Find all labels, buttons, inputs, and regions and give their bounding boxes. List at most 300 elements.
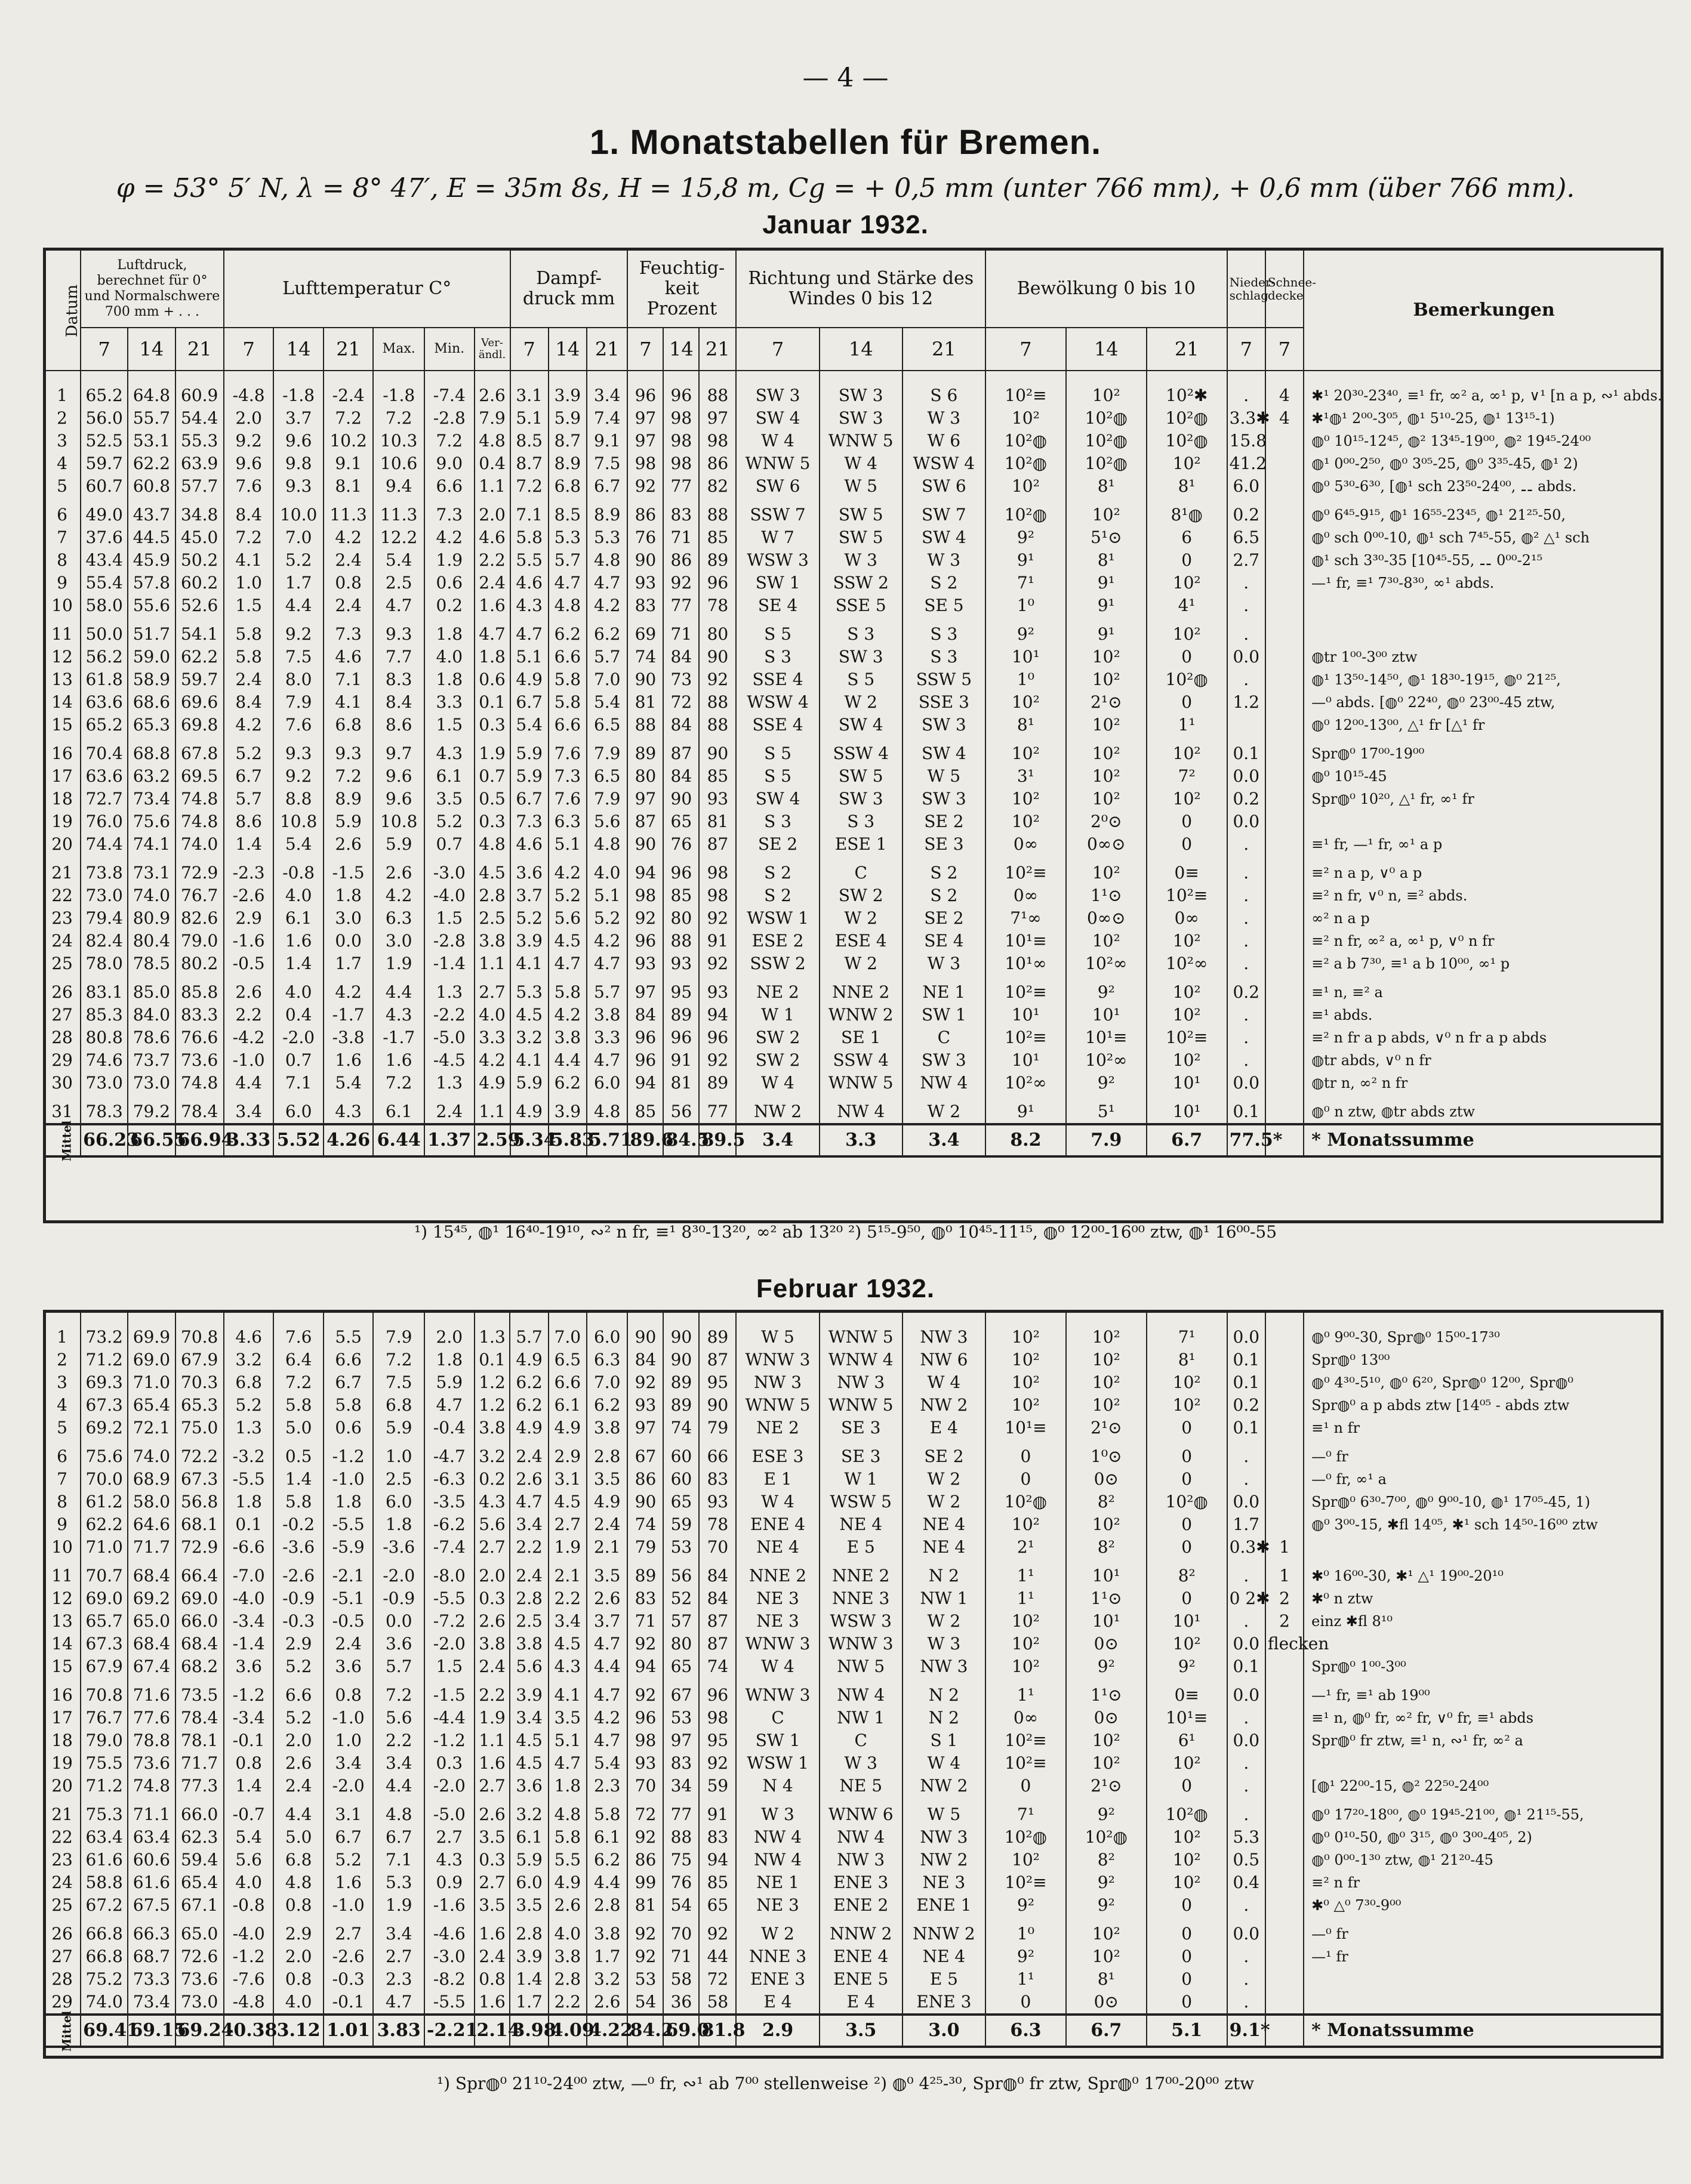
cell-dampf-21: 5.8 — [587, 1803, 628, 1826]
cell-temp-max: 3.4 — [373, 1923, 424, 1945]
cell-temp-7: -3.4 — [224, 1707, 274, 1729]
cell-wind-21: SSE 3 — [903, 691, 985, 714]
cell-dampf-7: 3.6 — [510, 862, 549, 884]
cell-dampf-7: 3.2 — [510, 1026, 549, 1049]
cell-temp-7: -1.0 — [224, 1049, 274, 1072]
cell-temp-max: -2.0 — [373, 1565, 424, 1587]
cell-temp-veraendl: 2.4 — [475, 572, 510, 594]
cell-bemerkung: —⁰ abds. [◍⁰ 22⁴⁰, ◍⁰ 23⁰⁰-45 ztw, — [1304, 691, 1664, 714]
cell-luftdruck-21: 65.4 — [175, 1871, 224, 1894]
mean-temp-14: 3.12 — [273, 2015, 324, 2047]
cell-bewoelk-7: 10²≡ — [985, 1026, 1066, 1049]
cell-temp-min: 1.9 — [424, 549, 475, 572]
cell-schneedecke — [1265, 810, 1304, 833]
cell-luftdruck-21: 74.8 — [175, 1072, 224, 1094]
cell-datum: 19 — [44, 1752, 81, 1775]
cell-bewoelk-14: 10² — [1066, 714, 1147, 736]
cell-bemerkung — [1304, 1991, 1664, 2015]
cell-temp-max: 7.2 — [373, 1684, 424, 1707]
cell-luftdruck-14: 64.8 — [128, 384, 175, 407]
cell-temp-7: 8.6 — [224, 810, 274, 833]
cell-feucht-14: 36 — [663, 1991, 699, 2015]
cell-temp-14: 8.8 — [273, 788, 324, 810]
cell-datum: 27 — [44, 1945, 81, 1968]
cell-schneedecke — [1265, 1923, 1304, 1945]
cell-luftdruck-7: 67.3 — [81, 1633, 128, 1655]
cell-bewoelk-7: 0∞ — [985, 833, 1066, 856]
cell-bewoelk-7: 10² — [985, 475, 1066, 498]
cell-temp-veraendl: 0.8 — [475, 1968, 510, 1991]
table-row — [44, 1394, 1664, 1417]
hdr-21: 21 — [1147, 328, 1227, 371]
cell-luftdruck-21: 59.4 — [175, 1849, 224, 1871]
cell-temp-max: 5.9 — [373, 833, 424, 856]
cell-feucht-14: 34 — [663, 1775, 699, 1797]
cell-feucht-7: 92 — [627, 1826, 663, 1849]
cell-luftdruck-21: 78.4 — [175, 1100, 224, 1124]
cell-bewoelk-21: 10² — [1147, 572, 1227, 594]
cell-schneedecke — [1265, 1326, 1304, 1349]
cell-temp-min: 0.7 — [424, 833, 475, 856]
cell-wind-7: E 1 — [736, 1468, 819, 1491]
cell-wind-21: NE 1 — [903, 981, 985, 1004]
cell-bewoelk-7: 3¹ — [985, 765, 1066, 788]
cell-niederschlag — [1227, 714, 1265, 736]
cell-dampf-7: 4.9 — [510, 1349, 548, 1371]
cell-bewoelk-7: 10² — [985, 742, 1066, 765]
cell-schneedecke — [1265, 475, 1304, 498]
cell-dampf-21: 8.9 — [587, 504, 628, 526]
cell-bewoelk-14: 10² — [1066, 862, 1147, 884]
cell-wind-7: W 7 — [736, 526, 819, 549]
cell-wind-7: SE 4 — [736, 594, 819, 617]
cell-temp-14: -2.6 — [273, 1565, 324, 1587]
cell-luftdruck-14: 58.0 — [128, 1491, 175, 1513]
cell-temp-14: -1.8 — [273, 384, 324, 407]
cell-temp-21: 11.3 — [324, 504, 374, 526]
cell-temp-veraendl: 0.5 — [475, 788, 510, 810]
cell-bewoelk-21: 4¹ — [1147, 594, 1227, 617]
cell-temp-14: 9.3 — [273, 742, 324, 765]
cell-feucht-7: 93 — [627, 1394, 663, 1417]
cell-temp-21: -2.0 — [324, 1775, 374, 1797]
cell-temp-max: 1.9 — [373, 1894, 424, 1917]
cell-dampf-7: 5.7 — [510, 1326, 548, 1349]
cell-dampf-14: 7.3 — [549, 765, 587, 788]
cell-bemerkung: ◍⁰ 17²⁰-18⁰⁰, ◍⁰ 19⁴⁵-21⁰⁰, ◍¹ 21¹⁵-55, — [1304, 1803, 1664, 1826]
mean-feucht-14: 84.5 — [663, 1124, 699, 1156]
cell-feucht-21: 88 — [699, 384, 736, 407]
cell-dampf-21: 3.2 — [587, 1968, 628, 1991]
cell-wind-7: SW 6 — [736, 475, 819, 498]
cell-wind-21: S 2 — [903, 572, 985, 594]
cell-dampf-7: 5.1 — [510, 407, 549, 430]
cell-temp-min: 1.8 — [424, 668, 475, 691]
mean-dampf-14: 4.09 — [549, 2015, 587, 2047]
cell-wind-14: W 3 — [820, 549, 903, 572]
cell-luftdruck-14: 73.1 — [128, 862, 175, 884]
table-row — [44, 1565, 1664, 1587]
cell-bewoelk-14: 9¹ — [1066, 623, 1147, 646]
cell-luftdruck-7: 61.2 — [81, 1491, 128, 1513]
januar-body — [44, 371, 1664, 1162]
cell-wind-21: W 3 — [903, 1633, 985, 1655]
cell-feucht-14: 96 — [663, 862, 699, 884]
cell-temp-21: 9.1 — [324, 452, 374, 475]
cell-temp-14: 5.4 — [273, 833, 324, 856]
table-row — [44, 1894, 1664, 1917]
cell-temp-14: 1.4 — [273, 1468, 324, 1491]
cell-wind-7: WSW 3 — [736, 549, 819, 572]
cell-temp-min: 5.2 — [424, 810, 475, 833]
cell-dampf-21: 5.6 — [587, 810, 628, 833]
cell-schneedecke — [1265, 1445, 1304, 1468]
cell-dampf-21: 4.0 — [587, 862, 628, 884]
cell-wind-21: S 3 — [903, 646, 985, 668]
cell-temp-7: 1.3 — [224, 1417, 274, 1439]
cell-temp-min: -7.2 — [424, 1610, 475, 1633]
cell-bewoelk-7: 10²∞ — [985, 1072, 1066, 1094]
cell-bewoelk-14: 10² — [1066, 1752, 1147, 1775]
cell-wind-7: S 3 — [736, 810, 819, 833]
cell-dampf-21: 2.3 — [587, 1775, 628, 1797]
cell-wind-21: E 4 — [903, 1417, 985, 1439]
cell-feucht-21: 78 — [699, 1513, 736, 1536]
cell-wind-14: W 1 — [820, 1468, 903, 1491]
table-row — [44, 1026, 1664, 1049]
cell-dampf-7: 5.9 — [510, 1072, 549, 1094]
cell-wind-21: SE 2 — [903, 1445, 985, 1468]
cell-temp-7: -4.0 — [224, 1923, 274, 1945]
hdr-7: 7 — [736, 328, 819, 371]
cell-wind-7: W 3 — [736, 1803, 819, 1826]
mean-luftdruck-14: 69.15 — [128, 2015, 175, 2047]
cell-temp-veraendl: 2.4 — [475, 1655, 510, 1678]
table-row — [44, 1752, 1664, 1775]
cell-temp-veraendl: 3.5 — [475, 1826, 510, 1849]
cell-niederschlag: 0.5 — [1227, 1849, 1265, 1871]
cell-dampf-7: 4.7 — [510, 623, 549, 646]
cell-feucht-14: 60 — [663, 1445, 699, 1468]
cell-temp-21: -1.0 — [324, 1894, 374, 1917]
cell-datum: 25 — [44, 1894, 81, 1917]
cell-dampf-7: 3.6 — [510, 1775, 548, 1797]
cell-dampf-21: 2.6 — [587, 1587, 628, 1610]
cell-dampf-14: 6.6 — [549, 646, 587, 668]
cell-dampf-7: 4.5 — [510, 1004, 549, 1026]
cell-feucht-14: 59 — [663, 1513, 699, 1536]
cell-luftdruck-7: 73.2 — [81, 1326, 128, 1349]
cell-dampf-21: 6.1 — [587, 1826, 628, 1849]
cell-feucht-7: 90 — [627, 549, 663, 572]
cell-dampf-21: 6.5 — [587, 714, 628, 736]
cell-luftdruck-21: 72.6 — [175, 1945, 224, 1968]
cell-bewoelk-7: 10¹≡ — [985, 930, 1066, 952]
cell-schneedecke: 4 — [1265, 384, 1304, 407]
table-row — [44, 952, 1664, 975]
cell-wind-14: NW 4 — [820, 1100, 903, 1124]
cell-feucht-21: 96 — [699, 572, 736, 594]
cell-feucht-14: 84 — [663, 646, 699, 668]
cell-luftdruck-21: 34.8 — [175, 504, 224, 526]
cell-niederschlag: 0.1 — [1227, 1655, 1265, 1678]
cell-schneedecke — [1265, 623, 1304, 646]
cell-schneedecke — [1265, 1655, 1304, 1678]
cell-temp-21: 1.8 — [324, 884, 374, 907]
cell-temp-max: 4.7 — [373, 594, 424, 617]
cell-bewoelk-21: 10² — [1147, 981, 1227, 1004]
cell-feucht-21: 94 — [699, 1004, 736, 1026]
cell-wind-14: SW 2 — [820, 884, 903, 907]
cell-luftdruck-14: 71.7 — [128, 1536, 175, 1559]
cell-temp-veraendl: 4.0 — [475, 1004, 510, 1026]
table-row — [44, 833, 1664, 856]
cell-wind-14: NW 3 — [820, 1371, 903, 1394]
cell-bemerkung: ◍⁰ sch 0⁰⁰-10, ◍¹ sch 7⁴⁵-55, ◍² △¹ sch — [1304, 526, 1664, 549]
cell-temp-14: 1.4 — [273, 952, 324, 975]
cell-dampf-21: 6.2 — [587, 1849, 628, 1871]
cell-bewoelk-14: 10² — [1066, 1923, 1147, 1945]
cell-dampf-14: 2.8 — [549, 1968, 587, 1991]
cell-temp-veraendl: 2.2 — [475, 549, 510, 572]
mean-luftdruck-21: 69.24 — [175, 2015, 224, 2047]
cell-feucht-21: 90 — [699, 742, 736, 765]
cell-bemerkung — [1304, 810, 1664, 833]
cell-datum: 18 — [44, 1729, 81, 1752]
cell-wind-21: W 5 — [903, 765, 985, 788]
cell-bemerkung: —¹ fr, ≡¹ ab 19⁰⁰ — [1304, 1684, 1664, 1707]
cell-temp-21: 3.6 — [324, 1655, 374, 1678]
cell-temp-max: 7.2 — [373, 1349, 424, 1371]
cell-feucht-14: 71 — [663, 623, 699, 646]
cell-dampf-14: 4.1 — [549, 1684, 587, 1707]
cell-wind-14: WNW 5 — [820, 1394, 903, 1417]
col-luftdruck: Luftdruck, berechnet für 0° und Normalschwere 700 mm + . . . — [81, 251, 224, 328]
month-title-februar: Februar 1932. — [756, 1274, 935, 1303]
cell-bemerkung — [1304, 623, 1664, 646]
cell-bewoelk-14: 8² — [1066, 1849, 1147, 1871]
cell-dampf-21: 5.4 — [587, 691, 628, 714]
cell-niederschlag: 0.1 — [1227, 1417, 1265, 1439]
cell-wind-21: E 5 — [903, 1968, 985, 1991]
cell-temp-14: 6.8 — [273, 1849, 324, 1871]
cell-datum: 29 — [44, 1991, 81, 2015]
cell-luftdruck-14: 67.4 — [128, 1655, 175, 1678]
cell-bemerkung: Spr◍⁰ 10²⁰, △¹ fr, ∞¹ fr — [1304, 788, 1664, 810]
cell-temp-21: -1.0 — [324, 1707, 374, 1729]
cell-dampf-7: 8.7 — [510, 452, 549, 475]
cell-datum: 6 — [44, 1445, 81, 1468]
cell-temp-max: 11.3 — [373, 504, 424, 526]
cell-wind-7: WNW 3 — [736, 1633, 819, 1655]
group-gap — [44, 736, 1664, 742]
cell-feucht-7: 74 — [627, 646, 663, 668]
cell-luftdruck-14: 78.6 — [128, 1026, 175, 1049]
cell-wind-21: NE 4 — [903, 1513, 985, 1536]
cell-feucht-7: 86 — [627, 504, 663, 526]
cell-temp-min: -3.0 — [424, 1945, 475, 1968]
cell-feucht-14: 93 — [663, 952, 699, 975]
cell-bewoelk-14: 9¹ — [1066, 594, 1147, 617]
cell-temp-min: 4.2 — [424, 526, 475, 549]
cell-feucht-21: 87 — [699, 1349, 736, 1371]
cell-wind-14: ESE 1 — [820, 833, 903, 856]
mean-niederschlag: 9.1* — [1227, 2015, 1265, 2047]
cell-bewoelk-7: 7¹ — [985, 572, 1066, 594]
cell-bewoelk-7: 10²≡ — [985, 862, 1066, 884]
cell-wind-21: N 2 — [903, 1707, 985, 1729]
cell-bemerkung — [1304, 1633, 1664, 1655]
cell-bewoelk-14: 5¹⊙ — [1066, 526, 1147, 549]
cell-temp-14: 7.9 — [273, 691, 324, 714]
cell-bewoelk-21: 10² — [1147, 1004, 1227, 1026]
cell-temp-veraendl: 0.6 — [475, 668, 510, 691]
cell-niederschlag: 0.0 — [1227, 1923, 1265, 1945]
cell-temp-14: 6.1 — [273, 907, 324, 930]
cell-luftdruck-7: 79.4 — [81, 907, 128, 930]
cell-temp-7: 5.2 — [224, 742, 274, 765]
group-gap — [44, 1559, 1664, 1565]
cell-dampf-21: 3.5 — [587, 1468, 628, 1491]
cell-feucht-14: 56 — [663, 1565, 699, 1587]
cell-bewoelk-21: 10² — [1147, 1871, 1227, 1894]
table-row — [44, 1326, 1664, 1349]
cell-wind-7: SW 4 — [736, 407, 819, 430]
cell-wind-7: S 2 — [736, 862, 819, 884]
cell-dampf-7: 4.5 — [510, 1729, 548, 1752]
cell-bewoelk-14: 10²◍ — [1066, 1826, 1147, 1849]
cell-luftdruck-21: 62.2 — [175, 646, 224, 668]
cell-dampf-7: 3.9 — [510, 930, 549, 952]
cell-dampf-14: 5.8 — [549, 981, 587, 1004]
cell-bewoelk-21: 10²≡ — [1147, 884, 1227, 907]
cell-luftdruck-7: 74.4 — [81, 833, 128, 856]
cell-datum: 20 — [44, 833, 81, 856]
cell-temp-21: -1.0 — [324, 1468, 374, 1491]
cell-temp-14: 9.3 — [273, 475, 324, 498]
cell-luftdruck-14: 74.0 — [128, 884, 175, 907]
cell-temp-max: 3.4 — [373, 1752, 424, 1775]
cell-dampf-7: 5.5 — [510, 549, 549, 572]
cell-bewoelk-7: 10² — [985, 1371, 1066, 1394]
cell-dampf-21: 5.4 — [587, 1752, 628, 1775]
cell-luftdruck-14: 71.0 — [128, 1371, 175, 1394]
hdr-14: 14 — [128, 328, 175, 371]
hdr-21: 21 — [699, 328, 736, 371]
cell-bemerkung: Spr◍⁰ 13⁰⁰ — [1304, 1349, 1664, 1371]
cell-bewoelk-21: 10² — [1147, 930, 1227, 952]
cell-bewoelk-7: 10²≡ — [985, 1752, 1066, 1775]
cell-temp-veraendl: 2.0 — [475, 1565, 510, 1587]
cell-dampf-21: 4.7 — [587, 1684, 628, 1707]
cell-wind-7: SSE 4 — [736, 668, 819, 691]
cell-dampf-21: 4.7 — [587, 952, 628, 975]
cell-temp-14: 7.5 — [273, 646, 324, 668]
cell-temp-max: 9.4 — [373, 475, 424, 498]
cell-datum: 3 — [44, 430, 81, 452]
cell-bemerkung: ✱⁰ △⁰ 7³⁰-9⁰⁰ — [1304, 1894, 1664, 1917]
cell-dampf-14: 5.8 — [549, 1826, 587, 1849]
cell-temp-21: 6.6 — [324, 1349, 374, 1371]
cell-wind-14: NW 1 — [820, 1707, 903, 1729]
cell-feucht-7: 96 — [627, 384, 663, 407]
cell-bemerkung: —⁰ fr — [1304, 1445, 1664, 1468]
cell-temp-14: 0.8 — [273, 1968, 324, 1991]
cell-luftdruck-14: 58.9 — [128, 668, 175, 691]
table-row — [44, 1684, 1664, 1707]
cell-temp-veraendl: 1.6 — [475, 594, 510, 617]
cell-schneedecke — [1265, 1803, 1304, 1826]
cell-luftdruck-14: 74.0 — [128, 1445, 175, 1468]
cell-schneedecke — [1265, 1349, 1304, 1371]
cell-temp-max: 9.6 — [373, 788, 424, 810]
cell-dampf-7: 6.0 — [510, 1871, 548, 1894]
cell-dampf-7: 2.8 — [510, 1587, 548, 1610]
cell-luftdruck-21: 60.9 — [175, 384, 224, 407]
cell-niederschlag: 0.0 — [1227, 810, 1265, 833]
cell-bewoelk-7: 10² — [985, 1633, 1066, 1655]
cell-luftdruck-7: 69.3 — [81, 1371, 128, 1394]
cell-temp-14: 8.0 — [273, 668, 324, 691]
cell-bemerkung: ◍⁰ 12⁰⁰-13⁰⁰, △¹ fr [△¹ fr — [1304, 714, 1664, 736]
cell-wind-21: W 2 — [903, 1610, 985, 1633]
cell-wind-14: NE 5 — [820, 1775, 903, 1797]
cell-temp-7: -0.1 — [224, 1729, 274, 1752]
cell-temp-max: 5.7 — [373, 1655, 424, 1678]
hdr-14: 14 — [549, 328, 587, 371]
cell-datum: 7 — [44, 526, 81, 549]
cell-bewoelk-21: 0 — [1147, 1775, 1227, 1797]
cell-luftdruck-21: 73.6 — [175, 1049, 224, 1072]
table-row — [44, 407, 1664, 430]
mean-row — [44, 2015, 1664, 2047]
cell-luftdruck-21: 67.3 — [175, 1468, 224, 1491]
cell-temp-veraendl: 4.9 — [475, 1072, 510, 1094]
cell-feucht-7: 86 — [627, 1468, 663, 1491]
cell-bemerkung — [1304, 1968, 1664, 1991]
cell-niederschlag: . — [1227, 1752, 1265, 1775]
cell-bemerkung: ≡² n fr, ∨⁰ n, ≡² abds. — [1304, 884, 1664, 907]
table-row — [44, 1803, 1664, 1826]
cell-wind-21: W 5 — [903, 1803, 985, 1826]
cell-temp-min: 1.5 — [424, 1655, 475, 1678]
cell-luftdruck-7: 69.2 — [81, 1417, 128, 1439]
cell-bemerkung: ◍tr 1⁰⁰-3⁰⁰ ztw — [1304, 646, 1664, 668]
cell-bewoelk-21: 10²✱ — [1147, 384, 1227, 407]
cell-feucht-14: 77 — [663, 1803, 699, 1826]
hdr-7: 7 — [1227, 328, 1265, 371]
cell-temp-veraendl: 1.2 — [475, 1394, 510, 1417]
cell-wind-14: W 2 — [820, 907, 903, 930]
cell-feucht-21: 70 — [699, 1536, 736, 1559]
cell-luftdruck-21: 67.1 — [175, 1894, 224, 1917]
cell-temp-7: -4.0 — [224, 1587, 274, 1610]
cell-bewoelk-7: 10²◍ — [985, 452, 1066, 475]
cell-luftdruck-7: 70.0 — [81, 1468, 128, 1491]
table-row — [44, 1491, 1664, 1513]
cell-temp-max: 0.0 — [373, 1610, 424, 1633]
cell-temp-min: 3.3 — [424, 691, 475, 714]
cell-niederschlag: . — [1227, 833, 1265, 856]
cell-luftdruck-7: 59.7 — [81, 452, 128, 475]
cell-luftdruck-21: 67.9 — [175, 1349, 224, 1371]
table-row — [44, 430, 1664, 452]
cell-temp-max: 7.9 — [373, 1326, 424, 1349]
table-row — [44, 1513, 1664, 1536]
cell-feucht-14: 91 — [663, 1049, 699, 1072]
cell-schneedecke — [1265, 884, 1304, 907]
cell-dampf-21: 4.7 — [587, 1633, 628, 1655]
